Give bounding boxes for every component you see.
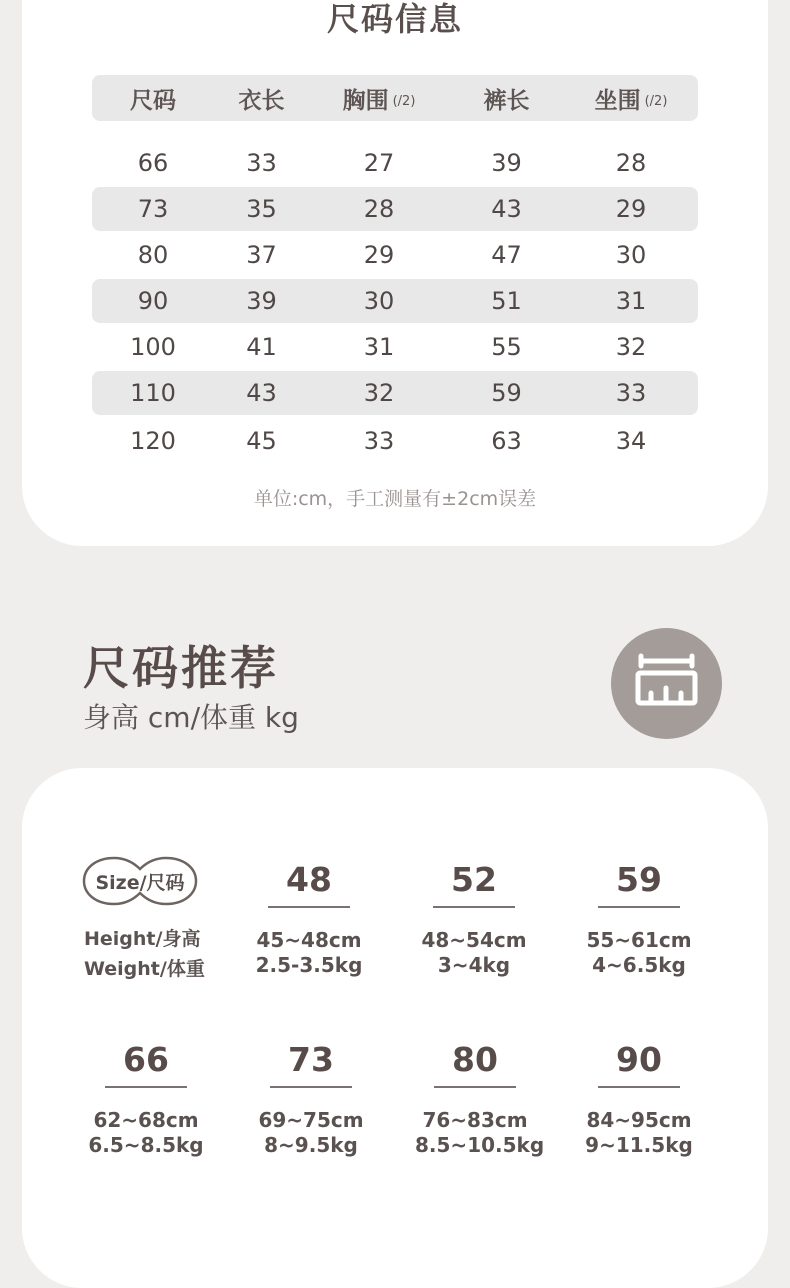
measurement-note: 单位:cm，手工测量有±2cm误差 (253, 488, 537, 510)
table-cell: 27 (363, 149, 395, 177)
table-cell: 37 (246, 241, 277, 269)
table-cell: 31 (363, 333, 395, 361)
divider (598, 906, 680, 908)
size-number: 73 (288, 1040, 334, 1079)
table-cell: 110 (130, 379, 176, 407)
weight-range: 6.5~8.5kg (88, 1133, 204, 1157)
weight-range: 8.5~10.5kg (415, 1133, 545, 1157)
size-number: 48 (286, 860, 332, 899)
header-hip: 坐围 (/2) (594, 87, 668, 114)
legend-height: Height/身高 (84, 928, 201, 950)
table-cell: 29 (615, 195, 647, 223)
divider (268, 906, 350, 908)
table-cell: 33 (615, 379, 647, 407)
height-range: 55~61cm (586, 928, 692, 952)
table-row (92, 419, 698, 463)
size-badge: Size/尺码 (82, 856, 198, 906)
size-number: 59 (616, 860, 662, 899)
table-cell: 34 (615, 427, 647, 455)
table-cell: 33 (363, 427, 395, 455)
header-length: 衣长 (238, 87, 285, 114)
weight-range: 9~11.5kg (585, 1133, 693, 1157)
divider (434, 1086, 516, 1088)
size-number: 80 (452, 1040, 498, 1079)
height-range: 84~95cm (586, 1108, 692, 1132)
size-column-80 (415, 1040, 545, 1158)
size-number: 52 (451, 860, 497, 899)
size-column-73 (251, 1040, 371, 1158)
table-cell: 73 (137, 195, 169, 223)
recommend-subtitle: 身高 cm/体重 kg (83, 701, 299, 734)
table-cell: 32 (615, 333, 647, 361)
table-row (92, 233, 698, 277)
table-cell: 39 (246, 287, 277, 315)
divider (598, 1086, 680, 1088)
size-info-title: 尺码信息 (326, 0, 463, 38)
table-cell: 31 (615, 287, 647, 315)
table-cell: 100 (130, 333, 176, 361)
header-chest: 胸围 (/2) (342, 87, 416, 114)
table-cell: 51 (491, 287, 522, 315)
height-range: 48~54cm (421, 928, 527, 952)
table-cell: 47 (491, 241, 522, 269)
table-header-row (92, 75, 698, 121)
table-cell: 80 (137, 241, 169, 269)
table-cell: 43 (246, 379, 277, 407)
table-row (92, 141, 698, 185)
header-size: 尺码 (130, 87, 176, 114)
height-range: 62~68cm (93, 1108, 199, 1132)
table-cell: 28 (615, 149, 647, 177)
table-cell: 35 (246, 195, 277, 223)
weight-range: 3~4kg (437, 953, 511, 977)
table-cell: 66 (137, 149, 169, 177)
ruler-icon (611, 628, 722, 739)
height-range: 69~75cm (258, 1108, 364, 1132)
legend-weight: Weight/体重 (84, 958, 205, 980)
weight-range: 4~6.5kg (592, 953, 686, 977)
table-cell: 33 (246, 149, 277, 177)
table-cell: 28 (363, 195, 395, 223)
table-cell: 55 (491, 333, 522, 361)
height-range: 76~83cm (422, 1108, 528, 1132)
divider (270, 1086, 352, 1088)
size-column-66 (86, 1040, 206, 1158)
recommend-title: 尺码推荐 (83, 641, 279, 695)
table-cell: 41 (246, 333, 277, 361)
table-cell: 43 (491, 195, 522, 223)
size-column-59 (579, 860, 699, 978)
size-column-52 (414, 860, 534, 978)
header-pants-length: 裤长 (483, 87, 530, 114)
table-row (92, 187, 698, 231)
table-row (92, 371, 698, 415)
table-cell: 29 (363, 241, 395, 269)
table-cell: 39 (491, 149, 522, 177)
size-column-48 (249, 860, 369, 978)
table-cell: 120 (130, 427, 176, 455)
table-cell: 32 (363, 379, 395, 407)
weight-range: 8~9.5kg (264, 1133, 358, 1157)
table-row (92, 279, 698, 323)
table-row (92, 325, 698, 369)
table-cell: 90 (137, 287, 169, 315)
weight-range: 2.5-3.5kg (255, 953, 363, 977)
height-range: 45~48cm (256, 928, 362, 952)
size-recommend-card (22, 768, 768, 1288)
size-column-90 (579, 1040, 699, 1158)
table-cell: 45 (246, 427, 277, 455)
table-cell: 30 (363, 287, 395, 315)
table-cell: 59 (491, 379, 522, 407)
size-number: 66 (123, 1040, 169, 1079)
divider (433, 906, 515, 908)
table-cell: 63 (491, 427, 522, 455)
divider (105, 1086, 187, 1088)
size-number: 90 (616, 1040, 662, 1079)
table-cell: 30 (615, 241, 647, 269)
